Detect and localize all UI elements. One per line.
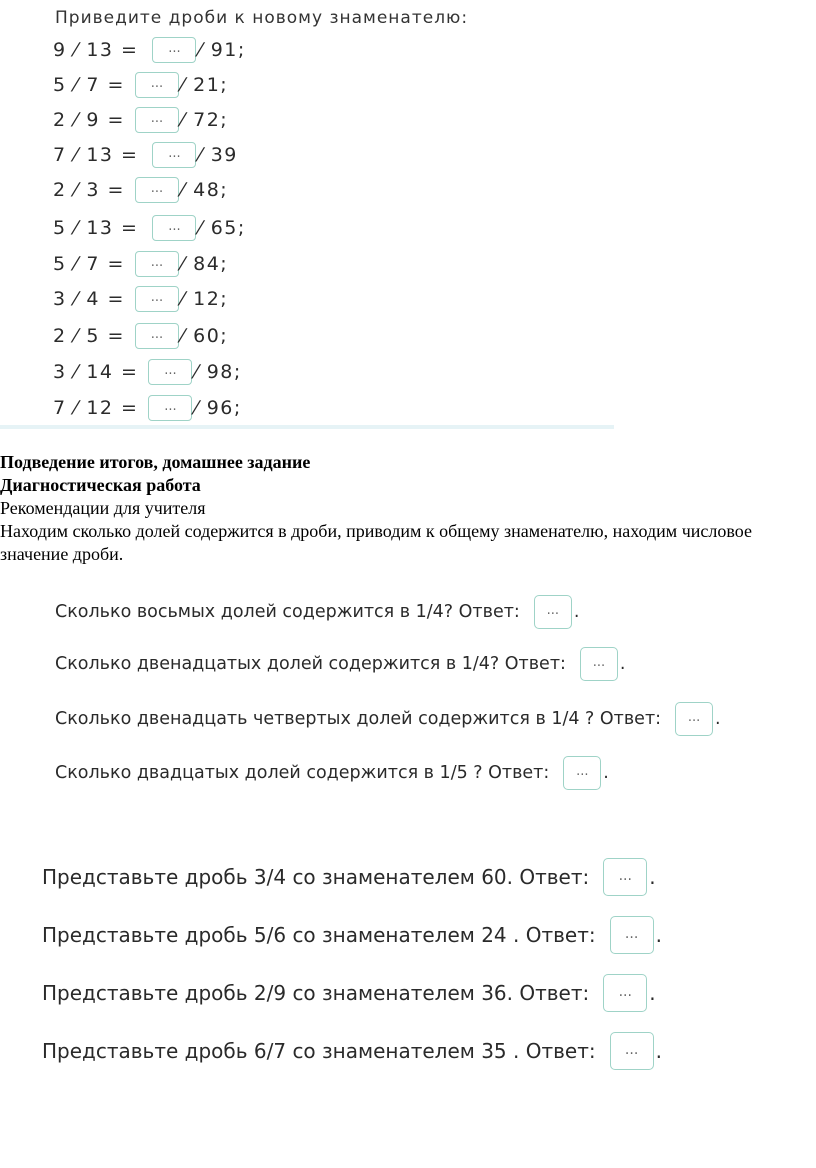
- fraction-row: [53, 286, 228, 312]
- fraction-left: 5 ⁄ 7 =: [53, 253, 125, 275]
- question-text: Представьте дробь 6/7 со знаменателем 35 . Ответ:: [42, 1039, 596, 1063]
- answer-input[interactable]: ...: [135, 323, 179, 349]
- exercise-title: Приведите дроби к новому знаменателю:: [55, 8, 469, 28]
- fraction-left: 9 ⁄ 13 =: [53, 39, 139, 61]
- answer-input[interactable]: ...: [152, 215, 196, 241]
- question-end: .: [619, 654, 626, 674]
- answer-input[interactable]: ...: [675, 702, 713, 736]
- question-text: Сколько двенадцать четвертых долей содержится в 1/4 ? Ответ:: [55, 709, 662, 729]
- subheading: Рекомендации для учителя: [0, 498, 206, 518]
- question-text: Представьте дробь 5/6 со знаменателем 24 . Ответ:: [42, 923, 596, 947]
- answer-input[interactable]: ...: [135, 72, 179, 98]
- fraction-left: 3 ⁄ 4 =: [53, 288, 125, 310]
- fraction-left: 5 ⁄ 13 =: [53, 217, 139, 239]
- answer-input[interactable]: ...: [148, 395, 192, 421]
- answer-input[interactable]: ...: [135, 251, 179, 277]
- fraction-row: [53, 142, 238, 168]
- fraction-row: [53, 177, 228, 203]
- answer-input[interactable]: ...: [603, 858, 647, 896]
- question-text: Сколько восьмых долей содержится в 1/4? Ответ:: [55, 602, 520, 622]
- question-end: .: [573, 602, 580, 622]
- fraction-row: [53, 359, 242, 385]
- document-text: [0, 451, 816, 566]
- answer-input[interactable]: ...: [135, 107, 179, 133]
- fraction-row: [53, 107, 228, 133]
- fraction-right: ⁄ 91;: [198, 39, 246, 61]
- question-text: Сколько двенадцатых долей содержится в 1/4? Ответ:: [55, 654, 566, 674]
- divider: [0, 425, 614, 429]
- question-row: [55, 701, 721, 737]
- answer-input[interactable]: ...: [610, 916, 654, 954]
- answer-input[interactable]: ...: [152, 37, 196, 63]
- fraction-left: 3 ⁄ 14 =: [53, 361, 139, 383]
- fraction-right: ⁄ 21;: [180, 74, 229, 96]
- answer-input[interactable]: ...: [135, 286, 179, 312]
- question-row: [55, 594, 579, 630]
- question-row: [42, 915, 662, 955]
- fraction-right: ⁄ 96;: [194, 397, 242, 419]
- fraction-left: 2 ⁄ 3 =: [53, 179, 125, 201]
- question-end: .: [655, 923, 662, 947]
- paragraph: Находим сколько долей содержится в дроби, приводим к общему знаменателю, находим числовое значение дроби.: [0, 521, 752, 564]
- question-end: .: [649, 981, 656, 1005]
- section-heading: Подведение итогов, домашнее задание: [0, 452, 311, 472]
- fraction-row: [53, 395, 242, 421]
- fraction-right: ⁄ 65;: [198, 217, 246, 239]
- question-end: .: [649, 865, 656, 889]
- answer-input[interactable]: ...: [580, 647, 618, 681]
- fraction-right: ⁄ 84;: [180, 253, 229, 275]
- question-row: [55, 755, 609, 791]
- fraction-right: ⁄ 60;: [180, 325, 229, 347]
- answer-input[interactable]: ...: [563, 756, 601, 790]
- fraction-row: [53, 323, 228, 349]
- question-row: [42, 1031, 662, 1071]
- fraction-left: 5 ⁄ 7 =: [53, 74, 125, 96]
- fraction-row: [53, 251, 228, 277]
- answer-input[interactable]: ...: [152, 142, 196, 168]
- fraction-right: ⁄ 12;: [180, 288, 229, 310]
- fraction-row: [53, 215, 246, 241]
- answer-input[interactable]: ...: [610, 1032, 654, 1070]
- fraction-left: 7 ⁄ 12 =: [53, 397, 139, 419]
- fraction-left: 2 ⁄ 5 =: [53, 325, 125, 347]
- question-end: .: [715, 709, 721, 729]
- question-row: [42, 857, 656, 897]
- fraction-right: ⁄ 39: [198, 144, 238, 166]
- question-end: .: [655, 1039, 662, 1063]
- fraction-row: [53, 72, 228, 98]
- answer-input[interactable]: ...: [534, 595, 572, 629]
- fraction-right: ⁄ 98;: [194, 361, 242, 383]
- question-text: Представьте дробь 3/4 со знаменателем 60. Ответ:: [42, 865, 590, 889]
- section-heading: Диагностическая работа: [0, 475, 201, 495]
- fraction-row: [53, 37, 246, 63]
- answer-input[interactable]: ...: [603, 974, 647, 1012]
- fraction-right: ⁄ 48;: [180, 179, 229, 201]
- answer-input[interactable]: ...: [135, 177, 179, 203]
- question-row: [55, 646, 626, 682]
- answer-input[interactable]: ...: [148, 359, 192, 385]
- fraction-right: ⁄ 72;: [180, 109, 229, 131]
- question-text: Представьте дробь 2/9 со знаменателем 36. Ответ:: [42, 981, 590, 1005]
- fraction-left: 2 ⁄ 9 =: [53, 109, 125, 131]
- question-row: [42, 973, 656, 1013]
- question-end: .: [603, 763, 609, 783]
- question-text: Сколько двадцатых долей содержится в 1/5 ? Ответ:: [55, 763, 550, 783]
- fraction-exercise: [0, 0, 614, 430]
- fraction-left: 7 ⁄ 13 =: [53, 144, 139, 166]
